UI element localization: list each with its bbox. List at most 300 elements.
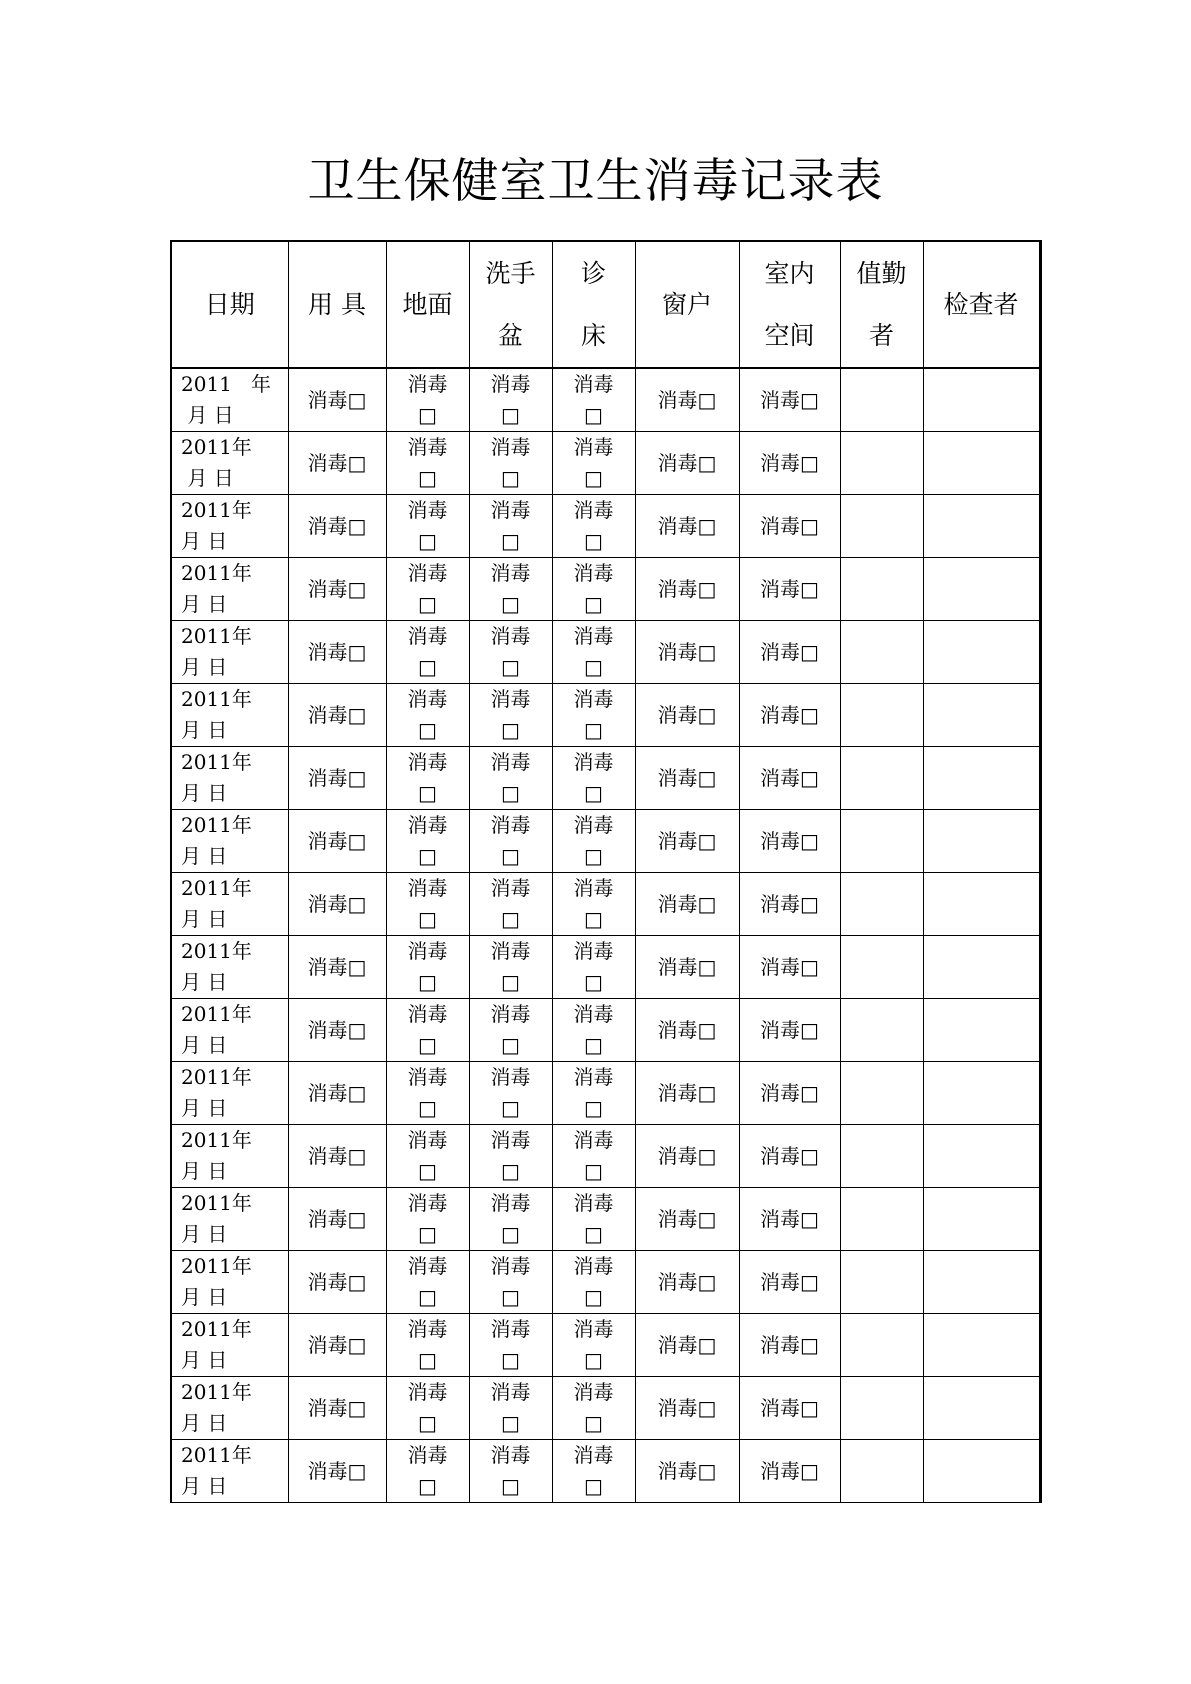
disinfect-checkbox-label: 消毒□ [657,639,717,664]
window-checkbox-cell[interactable] [635,873,739,936]
inspector-signature-cell[interactable] [923,810,1040,873]
disinfect-checkbox-label: 消毒 □ [490,750,531,805]
date-cell[interactable] [171,684,288,747]
disinfect-checkbox-label: 消毒□ [657,828,717,853]
floor-checkbox-cell[interactable] [386,747,469,810]
on-duty-signature-cell[interactable] [840,621,923,684]
disinfection-record-table [170,240,1042,1503]
date-year-text: 2011年 [181,561,252,585]
on-duty-signature-cell[interactable] [840,1377,923,1440]
bed-checkbox-cell[interactable] [552,810,635,873]
disinfect-checkbox-label: 消毒 □ [407,561,448,616]
inspector-signature-cell[interactable] [923,621,1040,684]
date-year-text: 2011年 [181,498,252,522]
date-month-day-text: 月 日 [181,1096,228,1120]
date-year-text: 2011年 [181,1380,252,1404]
column-header-date [171,241,288,368]
washbasin-checkbox-cell[interactable] [469,999,552,1062]
floor-checkbox-cell[interactable] [386,1377,469,1440]
table-row [171,810,1040,873]
disinfect-checkbox-label: 消毒□ [307,1269,367,1294]
on-duty-signature-cell[interactable] [840,432,923,495]
on-duty-signature-cell[interactable] [840,873,923,936]
date-year-text: 2011年 [181,435,252,459]
inspector-signature-cell[interactable] [923,873,1040,936]
floor-checkbox-cell[interactable] [386,1440,469,1503]
disinfect-checkbox-label: 消毒□ [657,891,717,916]
bed-checkbox-cell[interactable] [552,1188,635,1251]
bed-checkbox-cell[interactable] [552,1125,635,1188]
utensils-checkbox-cell[interactable] [288,368,386,432]
window-checkbox-cell[interactable] [635,1062,739,1125]
floor-checkbox-cell[interactable] [386,684,469,747]
date-cell[interactable] [171,1188,288,1251]
column-header-inspector [923,241,1040,368]
disinfect-checkbox-label: 消毒□ [760,1395,819,1420]
on-duty-signature-cell[interactable] [840,1440,923,1503]
date-cell[interactable] [171,1377,288,1440]
disinfect-checkbox-label: 消毒□ [657,387,717,412]
inspector-signature-cell[interactable] [923,1062,1040,1125]
washbasin-checkbox-cell[interactable] [469,684,552,747]
utensils-checkbox-cell[interactable] [288,999,386,1062]
disinfect-checkbox-label: 消毒□ [657,576,717,601]
table-row [171,1377,1040,1440]
date-year-text: 2011 年 [181,372,271,396]
washbasin-checkbox-cell[interactable] [469,495,552,558]
inspector-signature-cell[interactable] [923,368,1040,432]
window-checkbox-cell[interactable] [635,1188,739,1251]
indoor-space-checkbox-cell[interactable] [739,1251,840,1314]
disinfect-checkbox-label: 消毒 □ [573,498,614,553]
utensils-checkbox-cell[interactable] [288,621,386,684]
column-header-label: 窗户 [661,289,712,319]
disinfect-checkbox-label: 消毒□ [307,1206,367,1231]
bed-checkbox-cell[interactable] [552,495,635,558]
disinfect-checkbox-label: 消毒 □ [407,1443,448,1498]
date-month-day-text: 月 日 [181,1411,228,1435]
disinfect-checkbox-label: 消毒 □ [573,1317,614,1372]
floor-checkbox-cell[interactable] [386,873,469,936]
bed-checkbox-cell[interactable] [552,747,635,810]
disinfect-checkbox-label: 消毒□ [657,513,717,538]
date-month-day-text: 月 日 [181,1285,228,1309]
on-duty-signature-cell[interactable] [840,810,923,873]
date-month-day-text: 月 日 [181,529,228,553]
on-duty-signature-cell[interactable] [840,684,923,747]
date-month-day-text: 月 日 [181,844,228,868]
column-header-utensils [288,241,386,368]
disinfect-checkbox-label: 消毒□ [307,1017,367,1042]
washbasin-checkbox-cell[interactable] [469,1188,552,1251]
disinfect-checkbox-label: 消毒□ [760,765,819,790]
disinfect-checkbox-label: 消毒 □ [573,1443,614,1498]
washbasin-checkbox-cell[interactable] [469,1125,552,1188]
bed-checkbox-cell[interactable] [552,999,635,1062]
on-duty-signature-cell[interactable] [840,1062,923,1125]
window-checkbox-cell[interactable] [635,936,739,999]
floor-checkbox-cell[interactable] [386,1314,469,1377]
table-row [171,873,1040,936]
utensils-checkbox-cell[interactable] [288,1125,386,1188]
inspector-signature-cell[interactable] [923,999,1040,1062]
disinfect-checkbox-label: 消毒□ [760,1206,819,1231]
on-duty-signature-cell[interactable] [840,936,923,999]
washbasin-checkbox-cell[interactable] [469,1062,552,1125]
disinfect-checkbox-label: 消毒 □ [490,372,531,427]
window-checkbox-cell[interactable] [635,495,739,558]
disinfect-checkbox-label: 消毒 □ [573,876,614,931]
window-checkbox-cell[interactable] [635,810,739,873]
bed-checkbox-cell[interactable] [552,1062,635,1125]
disinfect-checkbox-label: 消毒□ [657,954,717,979]
date-cell[interactable] [171,1125,288,1188]
disinfect-checkbox-label: 消毒□ [657,1332,717,1357]
disinfect-checkbox-label: 消毒 □ [407,624,448,679]
washbasin-checkbox-cell[interactable] [469,936,552,999]
indoor-space-checkbox-cell[interactable] [739,1125,840,1188]
disinfect-checkbox-label: 消毒 □ [407,435,448,490]
washbasin-checkbox-cell[interactable] [469,368,552,432]
indoor-space-checkbox-cell[interactable] [739,1188,840,1251]
floor-checkbox-cell[interactable] [386,1188,469,1251]
disinfect-checkbox-label: 消毒 □ [407,939,448,994]
indoor-space-checkbox-cell[interactable] [739,495,840,558]
inspector-signature-cell[interactable] [923,1125,1040,1188]
bed-checkbox-cell[interactable] [552,684,635,747]
utensils-checkbox-cell[interactable] [288,936,386,999]
disinfect-checkbox-label: 消毒□ [760,513,819,538]
inspector-signature-cell[interactable] [923,1188,1040,1251]
table-row [171,621,1040,684]
date-month-day-text: 月 日 [181,781,228,805]
column-header-label: 洗手 盆 [485,258,536,350]
washbasin-checkbox-cell[interactable] [469,747,552,810]
disinfect-checkbox-label: 消毒□ [760,1143,819,1168]
indoor-space-checkbox-cell[interactable] [739,1440,840,1503]
disinfect-checkbox-label: 消毒 □ [573,939,614,994]
disinfect-checkbox-label: 消毒 □ [490,1128,531,1183]
table-row [171,558,1040,621]
inspector-signature-cell[interactable] [923,747,1040,810]
indoor-space-checkbox-cell[interactable] [739,747,840,810]
on-duty-signature-cell[interactable] [840,495,923,558]
floor-checkbox-cell[interactable] [386,558,469,621]
date-month-day-text: 月 日 [181,1222,228,1246]
bed-checkbox-cell[interactable] [552,621,635,684]
disinfect-checkbox-label: 消毒 □ [573,624,614,679]
washbasin-checkbox-cell[interactable] [469,1314,552,1377]
floor-checkbox-cell[interactable] [386,368,469,432]
date-month-day-text: 月 日 [181,466,234,490]
date-cell[interactable] [171,621,288,684]
on-duty-signature-cell[interactable] [840,368,923,432]
date-year-text: 2011年 [181,939,252,963]
disinfect-checkbox-label: 消毒□ [760,576,819,601]
disinfect-checkbox-label: 消毒□ [657,1206,717,1231]
utensils-checkbox-cell[interactable] [288,1440,386,1503]
date-cell[interactable] [171,495,288,558]
disinfect-checkbox-label: 消毒 □ [407,1002,448,1057]
disinfect-checkbox-label: 消毒 □ [490,1443,531,1498]
date-year-text: 2011年 [181,1317,252,1341]
indoor-space-checkbox-cell[interactable] [739,368,840,432]
inspector-signature-cell[interactable] [923,1440,1040,1503]
washbasin-checkbox-cell[interactable] [469,810,552,873]
utensils-checkbox-cell[interactable] [288,1377,386,1440]
bed-checkbox-cell[interactable] [552,432,635,495]
date-cell[interactable] [171,368,288,432]
column-header-label: 室内 空间 [764,258,815,350]
disinfect-checkbox-label: 消毒 □ [407,687,448,742]
date-cell[interactable] [171,558,288,621]
utensils-checkbox-cell[interactable] [288,873,386,936]
on-duty-signature-cell[interactable] [840,1125,923,1188]
indoor-space-checkbox-cell[interactable] [739,873,840,936]
disinfect-checkbox-label: 消毒 □ [573,813,614,868]
table-row [171,936,1040,999]
indoor-space-checkbox-cell[interactable] [739,621,840,684]
disinfect-checkbox-label: 消毒□ [760,387,819,412]
washbasin-checkbox-cell[interactable] [469,873,552,936]
date-month-day-text: 月 日 [181,1159,228,1183]
disinfect-checkbox-label: 消毒□ [307,954,367,979]
bed-checkbox-cell[interactable] [552,873,635,936]
date-month-day-text: 月 日 [181,403,234,427]
floor-checkbox-cell[interactable] [386,810,469,873]
column-header-label: 诊 床 [580,258,606,350]
indoor-space-checkbox-cell[interactable] [739,1062,840,1125]
disinfect-checkbox-label: 消毒 □ [573,1128,614,1183]
disinfect-checkbox-label: 消毒 □ [573,1002,614,1057]
disinfect-checkbox-label: 消毒 □ [407,876,448,931]
disinfect-checkbox-label: 消毒□ [307,1080,367,1105]
date-year-text: 2011年 [181,1128,252,1152]
disinfect-checkbox-label: 消毒 □ [490,1065,531,1120]
date-year-text: 2011年 [181,687,252,711]
window-checkbox-cell[interactable] [635,621,739,684]
date-year-text: 2011年 [181,624,252,648]
inspector-signature-cell[interactable] [923,432,1040,495]
on-duty-signature-cell[interactable] [840,558,923,621]
floor-checkbox-cell[interactable] [386,621,469,684]
inspector-signature-cell[interactable] [923,1377,1040,1440]
column-header-washbasin [469,241,552,368]
column-header-on-duty [840,241,923,368]
inspector-signature-cell[interactable] [923,1314,1040,1377]
bed-checkbox-cell[interactable] [552,1377,635,1440]
disinfect-checkbox-label: 消毒 □ [407,1191,448,1246]
indoor-space-checkbox-cell[interactable] [739,684,840,747]
date-cell[interactable] [171,936,288,999]
bed-checkbox-cell[interactable] [552,368,635,432]
bed-checkbox-cell[interactable] [552,558,635,621]
floor-checkbox-cell[interactable] [386,1125,469,1188]
indoor-space-checkbox-cell[interactable] [739,810,840,873]
disinfect-checkbox-label: 消毒□ [657,1143,717,1168]
disinfect-checkbox-label: 消毒 □ [407,1065,448,1120]
table-row [171,432,1040,495]
disinfect-checkbox-label: 消毒 □ [490,1380,531,1435]
disinfect-checkbox-label: 消毒□ [760,954,819,979]
floor-checkbox-cell[interactable] [386,432,469,495]
date-month-day-text: 月 日 [181,655,228,679]
indoor-space-checkbox-cell[interactable] [739,1377,840,1440]
disinfect-checkbox-label: 消毒□ [307,1395,367,1420]
bed-checkbox-cell[interactable] [552,1440,635,1503]
utensils-checkbox-cell[interactable] [288,495,386,558]
date-cell[interactable] [171,1251,288,1314]
utensils-checkbox-cell[interactable] [288,747,386,810]
column-header-label: 值勤 者 [856,258,907,350]
washbasin-checkbox-cell[interactable] [469,1251,552,1314]
date-year-text: 2011年 [181,750,252,774]
disinfect-checkbox-label: 消毒 □ [490,1002,531,1057]
date-cell[interactable] [171,810,288,873]
disinfect-checkbox-label: 消毒 □ [407,1317,448,1372]
date-cell[interactable] [171,1440,288,1503]
disinfect-checkbox-label: 消毒□ [307,1143,367,1168]
utensils-checkbox-cell[interactable] [288,1314,386,1377]
window-checkbox-cell[interactable] [635,1377,739,1440]
indoor-space-checkbox-cell[interactable] [739,1314,840,1377]
table-body [171,368,1040,1503]
date-year-text: 2011年 [181,1443,252,1467]
date-cell[interactable] [171,873,288,936]
bed-checkbox-cell[interactable] [552,1314,635,1377]
table-row [171,747,1040,810]
on-duty-signature-cell[interactable] [840,747,923,810]
disinfect-checkbox-label: 消毒□ [657,1395,717,1420]
inspector-signature-cell[interactable] [923,558,1040,621]
utensils-checkbox-cell[interactable] [288,810,386,873]
inspector-signature-cell[interactable] [923,936,1040,999]
floor-checkbox-cell[interactable] [386,999,469,1062]
indoor-space-checkbox-cell[interactable] [739,999,840,1062]
table-row [171,1188,1040,1251]
disinfect-checkbox-label: 消毒□ [657,1080,717,1105]
inspector-signature-cell[interactable] [923,495,1040,558]
disinfect-checkbox-label: 消毒 □ [573,750,614,805]
disinfect-checkbox-label: 消毒 □ [573,561,614,616]
table-row [171,368,1040,432]
disinfect-checkbox-label: 消毒□ [657,1458,717,1483]
disinfect-checkbox-label: 消毒□ [760,450,819,475]
washbasin-checkbox-cell[interactable] [469,1440,552,1503]
page-title: 卫生保健室卫生消毒记录表 [307,154,884,209]
disinfect-checkbox-label: 消毒 □ [407,1254,448,1309]
disinfect-checkbox-label: 消毒 □ [573,372,614,427]
indoor-space-checkbox-cell[interactable] [739,432,840,495]
window-checkbox-cell[interactable] [635,1314,739,1377]
floor-checkbox-cell[interactable] [386,936,469,999]
disinfect-checkbox-label: 消毒□ [307,639,367,664]
bed-checkbox-cell[interactable] [552,936,635,999]
date-year-text: 2011年 [181,876,252,900]
on-duty-signature-cell[interactable] [840,1251,923,1314]
table-row [171,1440,1040,1503]
on-duty-signature-cell[interactable] [840,1314,923,1377]
disinfect-checkbox-label: 消毒□ [307,702,367,727]
disinfect-checkbox-label: 消毒□ [657,702,717,727]
disinfect-checkbox-label: 消毒 □ [490,1191,531,1246]
disinfect-checkbox-label: 消毒 □ [490,687,531,742]
disinfect-checkbox-label: 消毒□ [760,1332,819,1357]
disinfect-checkbox-label: 消毒 □ [573,1380,614,1435]
column-header-window [635,241,739,368]
column-header-label: 检查者 [943,289,1019,319]
column-header-indoor-space [739,241,840,368]
disinfect-checkbox-label: 消毒 □ [490,498,531,553]
utensils-checkbox-cell[interactable] [288,432,386,495]
date-cell[interactable] [171,1062,288,1125]
table-row [171,1251,1040,1314]
floor-checkbox-cell[interactable] [386,1062,469,1125]
floor-checkbox-cell[interactable] [386,495,469,558]
header-row [171,241,1040,368]
inspector-signature-cell[interactable] [923,1251,1040,1314]
window-checkbox-cell[interactable] [635,999,739,1062]
disinfect-checkbox-label: 消毒□ [657,1017,717,1042]
window-checkbox-cell[interactable] [635,368,739,432]
utensils-checkbox-cell[interactable] [288,684,386,747]
on-duty-signature-cell[interactable] [840,999,923,1062]
utensils-checkbox-cell[interactable] [288,558,386,621]
bed-checkbox-cell[interactable] [552,1251,635,1314]
window-checkbox-cell[interactable] [635,1440,739,1503]
window-checkbox-cell[interactable] [635,1251,739,1314]
washbasin-checkbox-cell[interactable] [469,558,552,621]
table-row [171,1314,1040,1377]
utensils-checkbox-cell[interactable] [288,1188,386,1251]
disinfect-checkbox-label: 消毒 □ [407,750,448,805]
floor-checkbox-cell[interactable] [386,1251,469,1314]
window-checkbox-cell[interactable] [635,432,739,495]
window-checkbox-cell[interactable] [635,747,739,810]
disinfect-checkbox-label: 消毒□ [760,1269,819,1294]
window-checkbox-cell[interactable] [635,558,739,621]
washbasin-checkbox-cell[interactable] [469,1377,552,1440]
date-year-text: 2011年 [181,1002,252,1026]
table-row [171,1125,1040,1188]
disinfect-checkbox-label: 消毒□ [307,828,367,853]
disinfect-checkbox-label: 消毒 □ [490,435,531,490]
inspector-signature-cell[interactable] [923,684,1040,747]
date-cell[interactable] [171,432,288,495]
date-cell[interactable] [171,747,288,810]
disinfect-checkbox-label: 消毒□ [307,576,367,601]
utensils-checkbox-cell[interactable] [288,1251,386,1314]
disinfect-checkbox-label: 消毒 □ [490,876,531,931]
date-year-text: 2011年 [181,813,252,837]
indoor-space-checkbox-cell[interactable] [739,936,840,999]
utensils-checkbox-cell[interactable] [288,1062,386,1125]
disinfect-checkbox-label: 消毒 □ [407,1380,448,1435]
washbasin-checkbox-cell[interactable] [469,621,552,684]
date-cell[interactable] [171,999,288,1062]
date-year-text: 2011年 [181,1065,252,1089]
window-checkbox-cell[interactable] [635,1125,739,1188]
table-header [171,241,1040,368]
date-year-text: 2011年 [181,1191,252,1215]
on-duty-signature-cell[interactable] [840,1188,923,1251]
disinfect-checkbox-label: 消毒 □ [490,939,531,994]
date-cell[interactable] [171,1314,288,1377]
washbasin-checkbox-cell[interactable] [469,432,552,495]
indoor-space-checkbox-cell[interactable] [739,558,840,621]
disinfect-checkbox-label: 消毒 □ [490,813,531,868]
window-checkbox-cell[interactable] [635,684,739,747]
